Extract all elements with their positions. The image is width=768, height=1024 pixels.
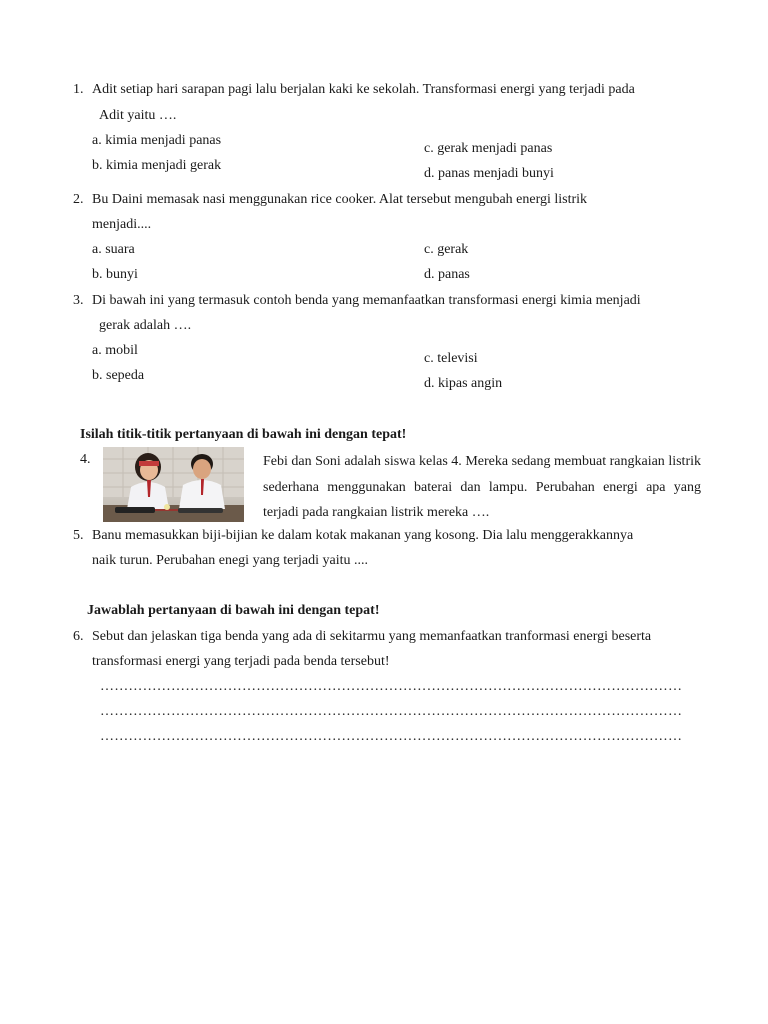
answer-line-3[interactable]: …………………………………………………………………………………………………………… <box>100 729 683 744</box>
question-3-text-line2: gerak adalah …. <box>99 318 192 333</box>
question-1-option-b: b. kimia menjadi gerak <box>92 158 222 173</box>
question-2-number: 2. <box>73 192 84 207</box>
question-2-option-a: a. suara <box>92 242 135 257</box>
question-5-text-line1: Banu memasukkan biji-bijian ke dalam kotak makanan yang kosong. Dia lalu menggerakkannya <box>92 528 634 543</box>
answer-line-1[interactable]: …………………………………………………………………………………………………………… <box>100 679 683 694</box>
question-1-option-c: c. gerak menjadi panas <box>424 141 553 156</box>
question-1-text-line1: Adit setiap hari sarapan pagi lalu berjalan kaki ke sekolah. Transformasi energi yang terjadi pada <box>92 82 635 97</box>
section-3-heading: Jawablah pertanyaan di bawah ini dengan tepat! <box>87 603 380 618</box>
question-2-text-line1: Bu Daini memasak nasi menggunakan rice cooker. Alat tersebut mengubah energi listrik <box>92 192 588 207</box>
question-3-number: 3. <box>73 293 84 308</box>
question-3-option-c: c. televisi <box>424 351 478 366</box>
question-1-text-line2: Adit yaitu …. <box>99 108 177 123</box>
students-photo <box>103 447 244 522</box>
question-1-option-a: a. kimia menjadi panas <box>92 133 222 148</box>
question-4-text: Febi dan Soni adalah siswa kelas 4. Mereka sedang membuat rangkaian listrik sederhana menggunakan baterai dan lampu. Perubahan energi apa yang terjadi pada rangkaian listrik mereka …. <box>263 454 701 520</box>
section-2-heading: Isilah titik-titik pertanyaan di bawah ini dengan tepat! <box>80 427 407 442</box>
question-6-text-line2: transformasi energi yang terjadi pada benda tersebut! <box>92 654 390 669</box>
question-5-text-line2: naik turun. Perubahan enegi yang terjadi yaitu .... <box>92 553 369 568</box>
question-3-text-line1: Di bawah ini yang termasuk contoh benda yang memanfaatkan transformasi energi kimia menjadi <box>92 293 641 308</box>
question-2-option-b: b. bunyi <box>92 267 138 282</box>
question-5-number: 5. <box>73 528 84 543</box>
question-1-number: 1. <box>73 82 84 97</box>
answer-line-2[interactable]: …………………………………………………………………………………………………………… <box>100 704 683 719</box>
question-4-number: 4. <box>80 452 91 467</box>
question-2-option-d: d. panas <box>424 267 470 282</box>
question-6-text-line1: Sebut dan jelaskan tiga benda yang ada di sekitarmu yang memanfaatkan tranformasi energi beserta <box>92 629 652 644</box>
question-2-text-line2: menjadi.... <box>92 217 152 232</box>
question-1-option-d: d. panas menjadi bunyi <box>424 166 554 181</box>
question-6-number: 6. <box>73 629 84 644</box>
question-2-option-c: c. gerak <box>424 242 469 257</box>
question-3-option-d: d. kipas angin <box>424 376 503 391</box>
question-3-option-a: a. mobil <box>92 343 138 358</box>
question-3-option-b: b. sepeda <box>92 368 145 383</box>
